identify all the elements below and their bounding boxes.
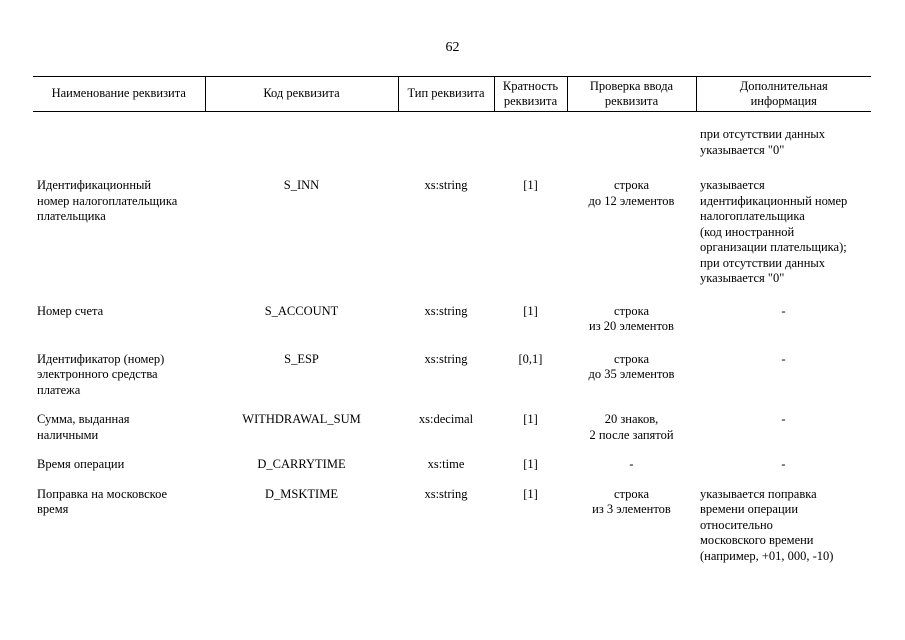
requisites-table <box>33 76 871 564</box>
cell-check: 20 знаков, 2 после запятой <box>589 412 674 442</box>
cell-type: xs:time <box>427 457 465 471</box>
cell-check: строка до 35 элементов <box>588 351 675 381</box>
cell-type: xs:decimal <box>418 412 474 426</box>
table-row <box>33 473 871 565</box>
column-header-multiplicity: Кратность реквизита <box>494 77 567 112</box>
table-row <box>33 287 871 335</box>
column-header-name: Наименование реквизита <box>33 77 205 112</box>
cell-name: Номер счета <box>37 303 104 318</box>
cell-type: xs:string <box>424 351 468 366</box>
table-row <box>33 398 871 443</box>
cell-check: строка из 3 элементов <box>592 486 671 516</box>
cell-code: D_MSKTIME <box>265 486 338 501</box>
table-header-row <box>33 77 871 112</box>
column-header-type: Тип реквизита <box>398 77 494 112</box>
table-row-continued <box>33 112 871 159</box>
column-header-code: Код реквизита <box>205 77 398 112</box>
cell-name: Идентификатор (номер) электронного средства платежа <box>37 351 165 397</box>
table-row <box>33 158 871 287</box>
cell-code: S_ACCOUNT <box>264 303 339 318</box>
cell-info: указывается поправка времени операции относительно московского времени (например, +01, 000, -10) <box>700 486 834 563</box>
cell-info: указывается идентификационный номер налогоплательщика (код иностранной организации плательщика); при отсутствии данных указывается "0" <box>700 178 848 285</box>
cell-multiplicity: [1] <box>523 178 538 192</box>
cell-check: - <box>629 457 634 471</box>
cell-info: - <box>781 303 786 318</box>
cell-multiplicity: [1] <box>523 486 538 501</box>
cell-type: xs:string <box>424 303 468 318</box>
cell-multiplicity: [1] <box>523 303 538 318</box>
table-row <box>33 335 871 399</box>
continued-info-cell: при отсутствии данных указывается "0" <box>700 127 826 157</box>
cell-info: - <box>781 412 786 426</box>
cell-check: строка из 20 элементов <box>589 303 674 333</box>
table-row <box>33 443 871 473</box>
page-number: 62 <box>445 40 460 55</box>
cell-name: Идентификационный номер налогоплательщика плательщика <box>37 178 178 223</box>
cell-name: Сумма, выданная наличными <box>37 412 130 442</box>
cell-info: - <box>781 457 786 471</box>
cell-name: Поправка на московское время <box>37 486 168 516</box>
cell-multiplicity: [1] <box>523 457 538 471</box>
cell-info: - <box>781 351 786 366</box>
column-header-check: Проверка ввода реквизита <box>567 77 696 112</box>
cell-code: S_INN <box>283 178 320 192</box>
cell-check: строка до 12 элементов <box>588 178 675 208</box>
cell-multiplicity: [1] <box>523 412 538 426</box>
cell-code: WITHDRAWAL_SUM <box>242 412 361 426</box>
cell-code: D_CARRYTIME <box>257 457 346 471</box>
cell-type: xs:string <box>424 178 468 192</box>
cell-name: Время операции <box>37 457 125 471</box>
cell-multiplicity: [0,1] <box>518 351 543 366</box>
cell-code: S_ESP <box>284 351 319 366</box>
column-header-info: Дополнительная информация <box>696 77 871 112</box>
cell-type: xs:string <box>424 486 468 501</box>
